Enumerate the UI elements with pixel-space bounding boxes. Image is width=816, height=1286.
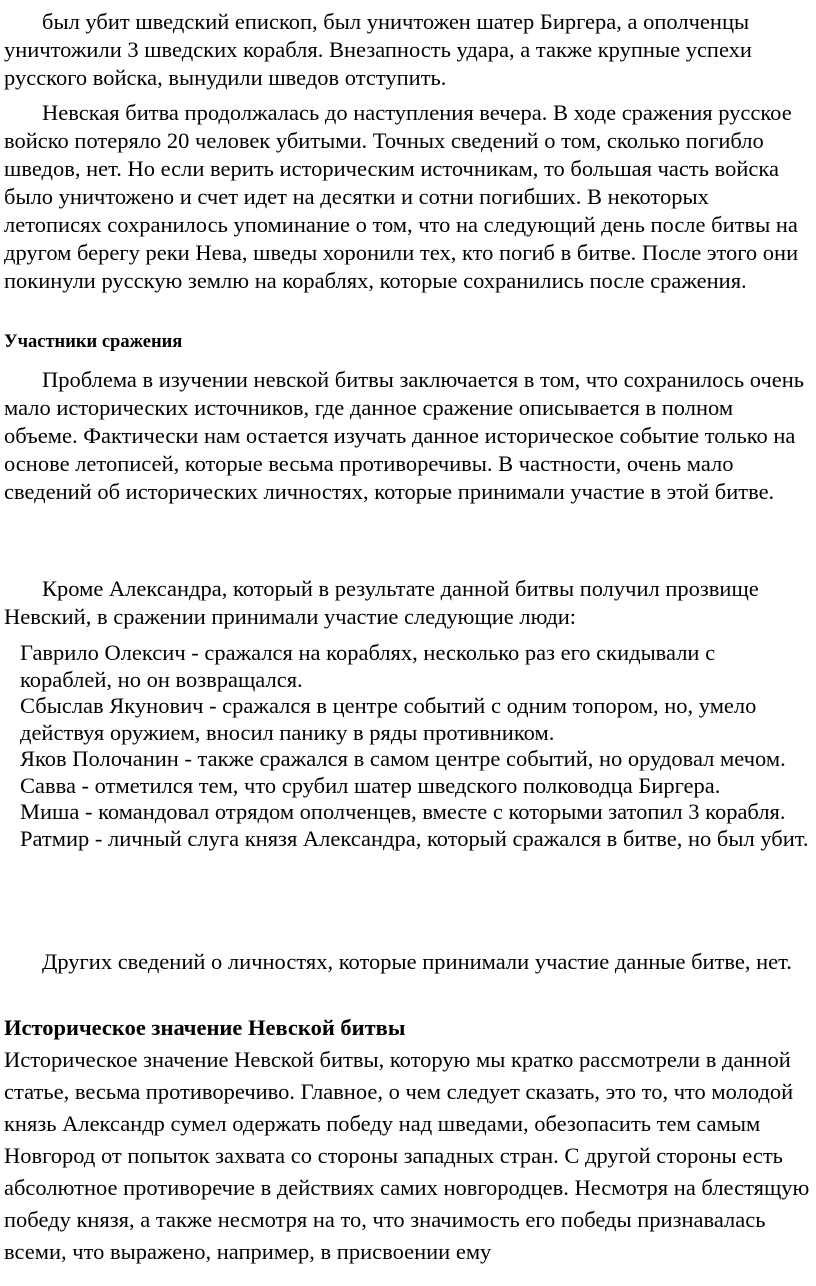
list-item: Яков Полочанин - также сражался в самом центре событий, но орудовал мечом. <box>20 746 786 771</box>
paragraph-battle-outcome: Невская битва продолжалась до наступления вечера. В ходе сражения русское войско потеряло 20 человек убитыми. Точных сведений о том, сколько погибло шведов, нет. Но если верить историческим источникам, то большая часть войска было уничтожено и счет идет на десятки и сотни погибших. В некоторых летописях сохранилось упоминание о том, что на следующий день после битвы на другом берегу реки Нева, шведы хоронили тех, кто погиб в битве. После этого они покинули русскую землю на кораблях, которые сохранились после сражения. <box>4 100 799 293</box>
list-item: Савва - отметился тем, что срубил шатер шведского полководца Биргера. <box>20 772 721 798</box>
section-heading-significance: Историческое значение Невской битвы <box>4 1015 406 1040</box>
paragraph-historical-significance: Историческое значение Невской битвы, которую мы кратко рассмотрели в данной статье, весьма противоречиво. Главное, о чем следует сказать, это то, что молодой князь Александр сумел одержать победу над шведами, обезопасить тем самым Новгород от попыток захвата со стороны западных стран. С другой стороны есть абсолютное противоречие в действиях самих новгородцев. Несмотря на блестящую победу князя, а также несмотря на то, что значимость его победы признавалась всеми, что выражено, например, в присвоении ему <box>4 1047 810 1264</box>
paragraph-no-more-info: Других сведений о личностях, которые принимали участие данные битве, нет. <box>42 949 792 974</box>
paragraph-swedes-retreat: был убит шведский епископ, был уничтожен шатер Биргера, а ополченцы уничтожили 3 шведских корабля. Внезапность удара, а также крупные успехи русского войска, вынудили шведов отступить. <box>4 9 752 90</box>
list-item: Миша - командовал отрядом ополченцев, вместе с которыми затопил 3 корабля. <box>20 799 786 824</box>
participants-list <box>20 640 810 852</box>
paragraph-participants-intro: Кроме Александра, который в результате данной битвы получил прозвище Невский, в сражении принимали участие следующие люди: <box>4 576 759 629</box>
list-item: Сбыслав Якунович - сражался в центре событий с одним топором, но, умело действуя оружием, вносил панику в ряды противником. <box>20 693 757 745</box>
list-item: Гаврило Олексич - сражался на кораблях, несколько раз его скидывали с кораблей, но он возвращался. <box>20 640 716 692</box>
list-item: Ратмир - личный слуга князя Александра, который сражался в битве, но был убит. <box>20 825 809 851</box>
paragraph-sources-problem: Проблема в изучении невской битвы заключается в том, что сохранилось очень мало исторических источников, где данное сражение описывается в полном объеме. Фактически нам остается изучать данное историческое событие только на основе летописей, которые весьма противоречивы. В частности, очень мало сведений об исторических личностях, которые принимали участие в этой битве. <box>4 367 805 504</box>
section-heading-participants: Участники сражения <box>4 332 183 352</box>
